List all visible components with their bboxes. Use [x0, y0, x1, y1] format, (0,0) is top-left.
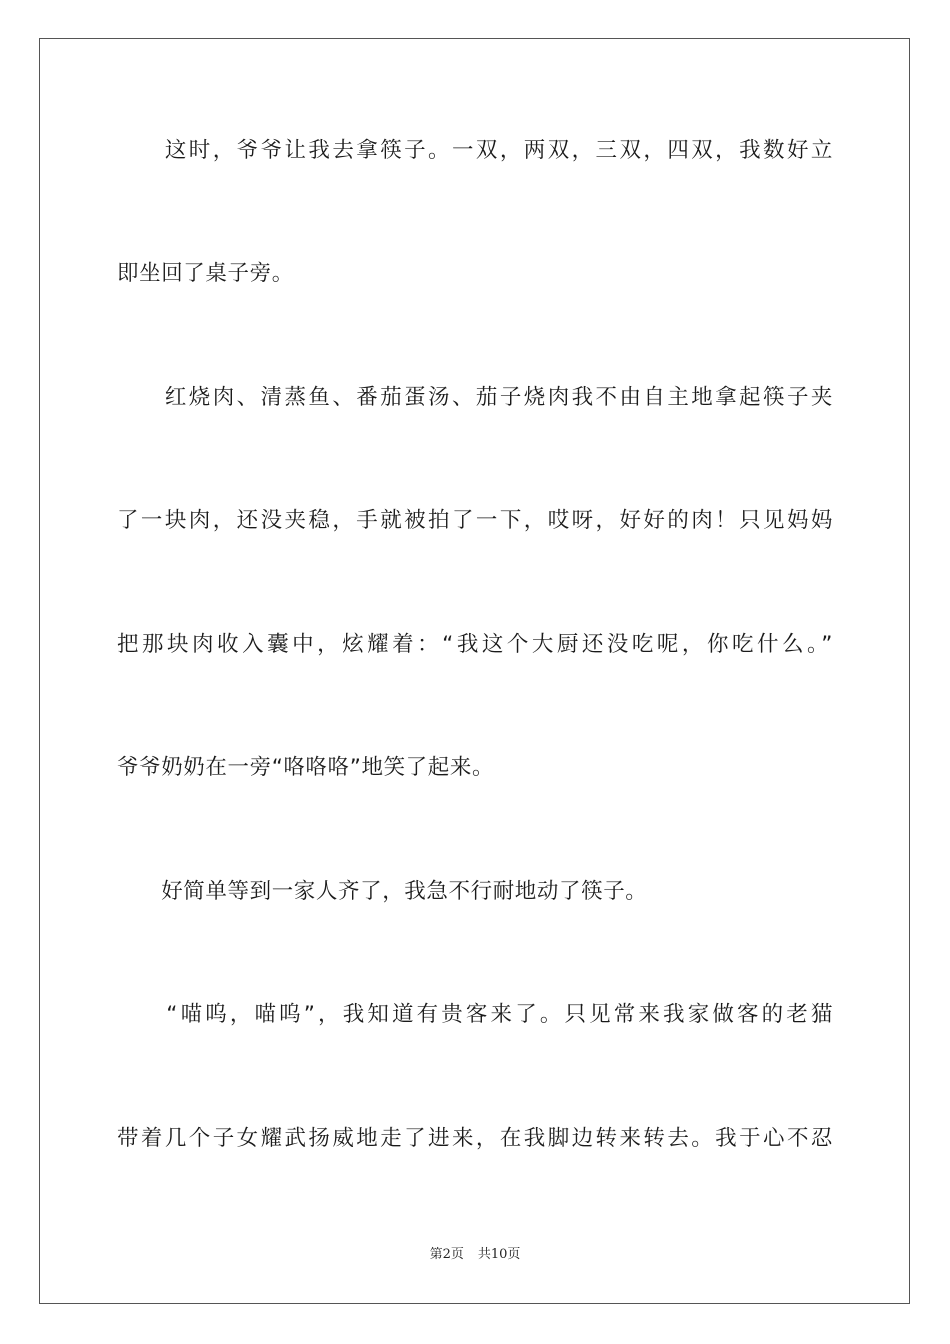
paragraph-line: 带着几个子女耀武扬威地走了进来，在我脚边转来转去。我于心不忍: [117, 1126, 833, 1151]
paragraph-line: 这时，爷爷让我去拿筷子。一双，两双，三双，四双，我数好立: [117, 138, 833, 163]
paragraph-line: 即坐回了桌子旁。: [117, 261, 294, 286]
paragraph-line: 把那块肉收入囊中，炫耀着：“我这个大厨还没吃呢，你吃什么。”: [117, 632, 833, 657]
page-number: 第2页: [429, 1247, 464, 1262]
paragraph-line: 了一块肉，还没夹稳，手就被拍了一下，哎呀，好好的肉！只见妈妈: [117, 508, 833, 533]
paragraph-line: 好简单等到一家人齐了，我急不行耐地动了筷子。: [117, 879, 648, 904]
page-footer: [0, 1246, 950, 1264]
page-total: 共10页: [477, 1247, 521, 1262]
page-border: [39, 38, 910, 1304]
paragraph-line: 爷爷奶奶在一旁“咯咯咯”地笑了起来。: [117, 755, 495, 780]
paragraph-line: “喵呜，喵呜”，我知道有贵客来了。只见常来我家做客的老猫: [117, 1002, 833, 1027]
paragraph-line: 红烧肉、清蒸鱼、番茄蛋汤、茄子烧肉我不由自主地拿起筷子夹: [117, 385, 833, 410]
